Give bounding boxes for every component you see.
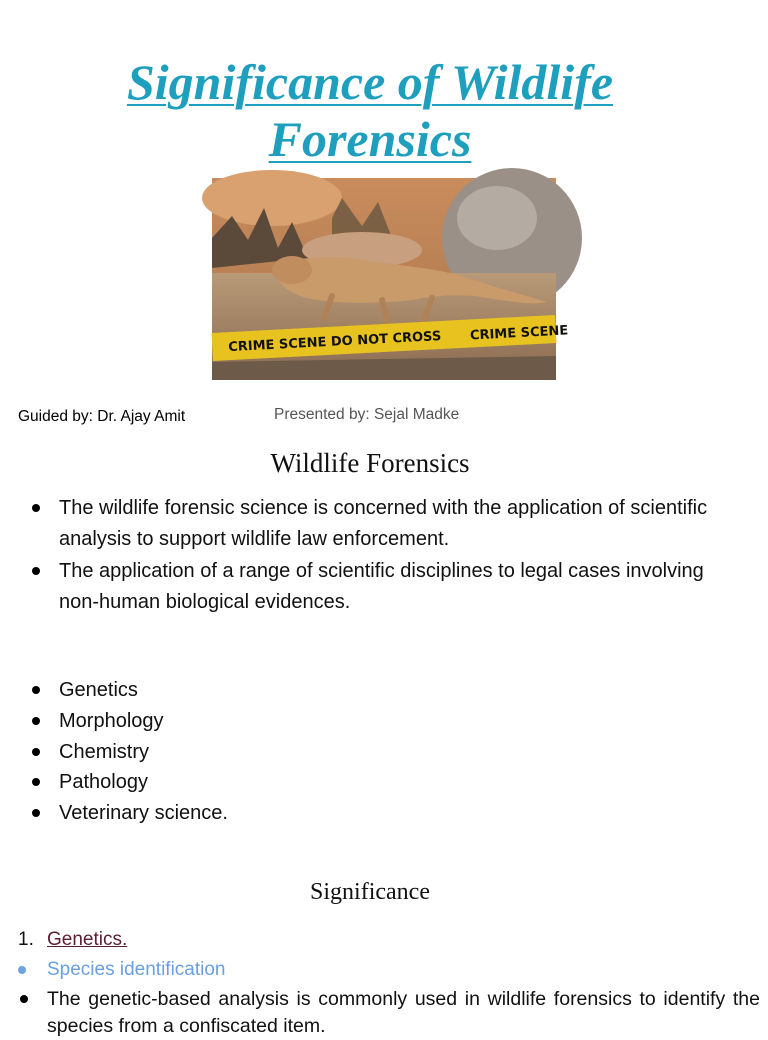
bullet-icon bbox=[32, 778, 40, 786]
tape-text-1: CRIME SCENE DO NOT CROSS bbox=[227, 329, 442, 356]
bullet-icon bbox=[32, 504, 40, 512]
numbered-item-genetics bbox=[18, 927, 127, 953]
presented-by: Presented by: Sejal Madke bbox=[274, 406, 460, 423]
list-item: Genetics bbox=[0, 675, 400, 706]
list-item: The application of a range of scientific disciplines to legal cases involving non-human biological evidences. bbox=[0, 556, 740, 618]
item-number: 1. bbox=[18, 929, 34, 950]
list-item: Chemistry bbox=[0, 737, 400, 768]
guided-by: Guided by: Dr. Ajay Amit bbox=[18, 408, 186, 425]
bullet-icon bbox=[18, 966, 26, 974]
crime-scene-photo bbox=[212, 178, 569, 380]
significance-heading: Significance bbox=[310, 879, 430, 905]
species-identification-subheading: Species identification bbox=[18, 957, 226, 983]
list-item: The wildlife forensic science is concerned with the application of scientific analysis to support wildlife law enforcement. bbox=[0, 493, 740, 555]
wildlife-forensics-heading: Wildlife Forensics bbox=[270, 448, 470, 478]
bullet-icon bbox=[32, 567, 40, 575]
bullet-icon bbox=[32, 686, 40, 694]
bullet-icon bbox=[32, 717, 40, 725]
list-item: Veterinary science. bbox=[0, 798, 400, 829]
document-title: Significance of Wildlife Forensics bbox=[126, 54, 614, 167]
bullet-icon bbox=[32, 748, 40, 756]
intro-list bbox=[0, 493, 740, 619]
tape-text-2: CRIME SCENE bbox=[469, 323, 569, 344]
list-item: Pathology bbox=[0, 767, 400, 798]
list-item: Morphology bbox=[0, 706, 400, 737]
bullet-icon bbox=[32, 809, 40, 817]
genetics-paragraph: The genetic-based analysis is commonly used in wildlife forensics to identify the species from a confiscated item. bbox=[18, 986, 760, 1040]
genetics-link[interactable]: Genetics. bbox=[47, 929, 128, 950]
disciplines-list bbox=[0, 675, 400, 829]
bullet-icon bbox=[20, 995, 28, 1003]
